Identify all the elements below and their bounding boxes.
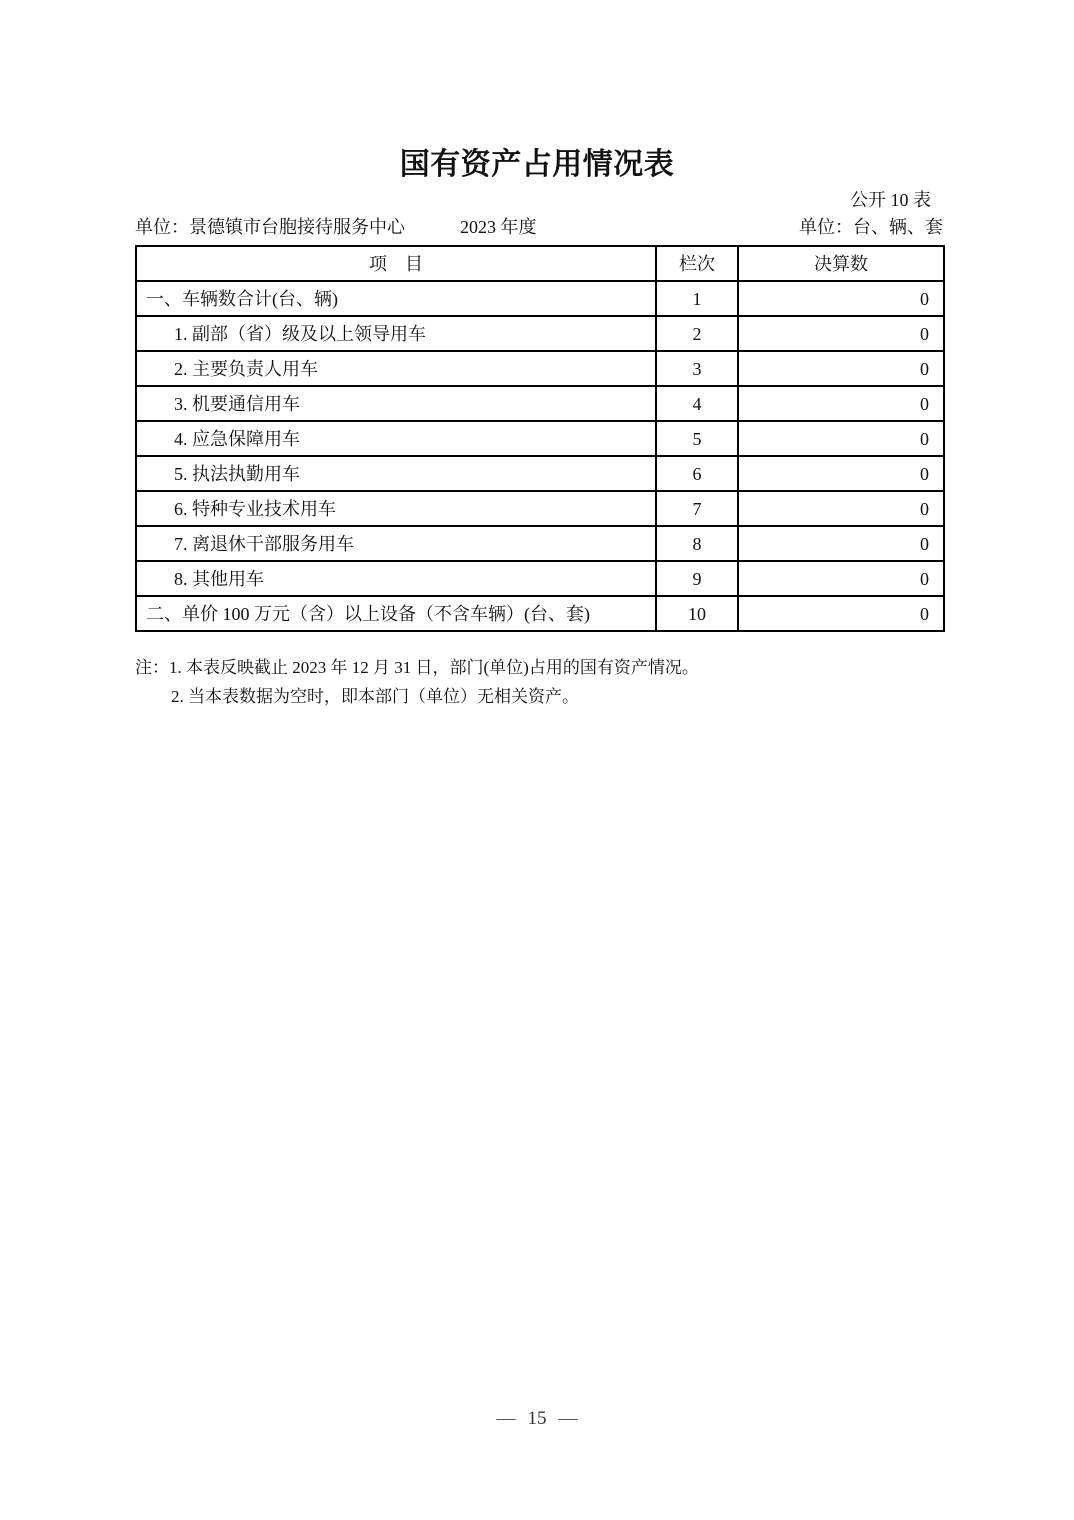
content-area bbox=[135, 0, 943, 711]
column-header-colno: 栏次 bbox=[656, 246, 738, 281]
org-unit-label: 单位：景德镇市台胞接待服务中心 bbox=[135, 217, 405, 237]
item-cell: 1. 副部（省）级及以上领导用车 bbox=[136, 316, 656, 351]
value-cell: 0 bbox=[738, 316, 944, 351]
table-header-row bbox=[136, 246, 944, 281]
page-number bbox=[0, 1408, 1074, 1430]
table-row bbox=[136, 491, 944, 526]
table-row bbox=[136, 456, 944, 491]
value-cell: 0 bbox=[738, 491, 944, 526]
footnotes bbox=[135, 653, 943, 711]
item-cell: 一、车辆数合计(台、辆) bbox=[136, 281, 656, 316]
table-row bbox=[136, 421, 944, 456]
colno-cell: 1 bbox=[656, 281, 738, 316]
table-row bbox=[136, 316, 944, 351]
item-cell: 二、单价 100 万元（含）以上设备（不含车辆）(台、套) bbox=[136, 596, 656, 631]
item-cell: 5. 执法执勤用车 bbox=[136, 456, 656, 491]
meta-left bbox=[135, 215, 537, 239]
value-cell: 0 bbox=[738, 596, 944, 631]
footnote-1: 注：1. 本表反映截止 2023 年 12 月 31 日，部门(单位)占用的国有资产情况。 bbox=[135, 658, 699, 677]
value-cell: 0 bbox=[738, 281, 944, 316]
column-header-value: 决算数 bbox=[738, 246, 944, 281]
item-cell: 2. 主要负责人用车 bbox=[136, 351, 656, 386]
colno-cell: 6 bbox=[656, 456, 738, 491]
colno-cell: 8 bbox=[656, 526, 738, 561]
value-cell: 0 bbox=[738, 561, 944, 596]
page-number-dash-left: — bbox=[496, 1408, 516, 1429]
table-row bbox=[136, 526, 944, 561]
measure-unit-label: 单位：台、辆、套 bbox=[799, 217, 943, 237]
item-cell: 3. 机要通信用车 bbox=[136, 386, 656, 421]
item-cell: 4. 应急保障用车 bbox=[136, 421, 656, 456]
colno-cell: 4 bbox=[656, 386, 738, 421]
colno-cell: 2 bbox=[656, 316, 738, 351]
table-number: 公开 10 表 bbox=[850, 190, 931, 210]
meta-row bbox=[135, 215, 943, 239]
table-row bbox=[136, 561, 944, 596]
state-assets-table bbox=[135, 245, 945, 632]
page-number-value: 15 bbox=[527, 1408, 547, 1429]
item-cell: 8. 其他用车 bbox=[136, 561, 656, 596]
colno-cell: 3 bbox=[656, 351, 738, 386]
colno-cell: 10 bbox=[656, 596, 738, 631]
table-row bbox=[136, 596, 944, 631]
item-cell: 6. 特种专业技术用车 bbox=[136, 491, 656, 526]
table-row bbox=[136, 281, 944, 316]
value-cell: 0 bbox=[738, 351, 944, 386]
value-cell: 0 bbox=[738, 456, 944, 491]
fiscal-year-label: 2023 年度 bbox=[460, 217, 537, 237]
page-number-dash-right: — bbox=[558, 1408, 578, 1429]
page-title: 国有资产占用情况表 bbox=[399, 148, 675, 181]
value-cell: 0 bbox=[738, 421, 944, 456]
colno-cell: 7 bbox=[656, 491, 738, 526]
colno-cell: 5 bbox=[656, 421, 738, 456]
table-row bbox=[136, 351, 944, 386]
item-cell: 7. 离退休干部服务用车 bbox=[136, 526, 656, 561]
table-row bbox=[136, 386, 944, 421]
footnote-2: 2. 当本表数据为空时，即本部门（单位）无相关资产。 bbox=[171, 687, 579, 706]
colno-cell: 9 bbox=[656, 561, 738, 596]
column-header-item: 项 目 bbox=[136, 246, 656, 281]
value-cell: 0 bbox=[738, 386, 944, 421]
value-cell: 0 bbox=[738, 526, 944, 561]
